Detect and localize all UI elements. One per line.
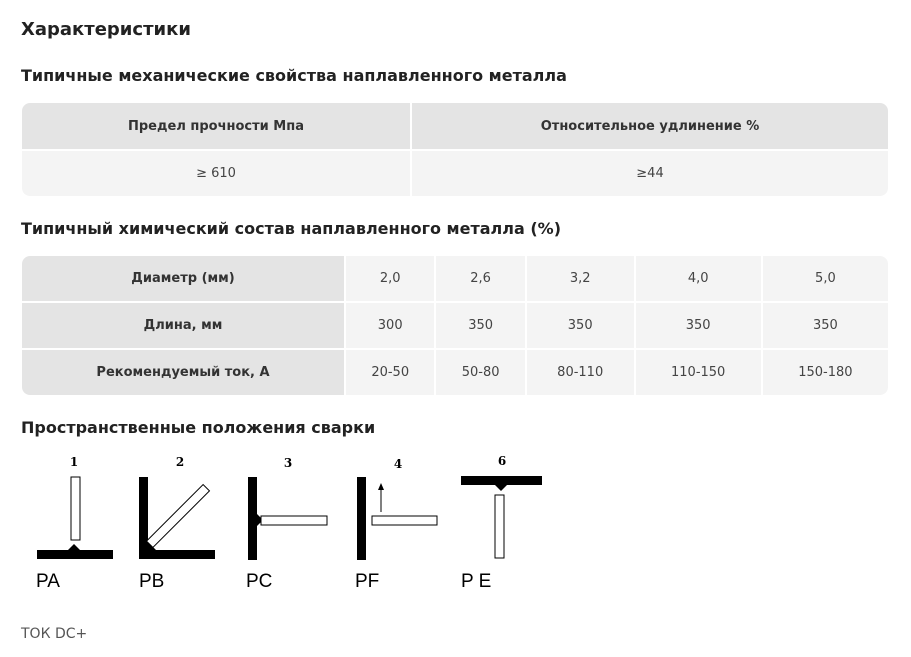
page-title: Характеристики — [21, 19, 191, 40]
table-row — [22, 151, 888, 196]
table-cell: 80-110 — [527, 350, 634, 395]
table-header-row — [22, 103, 888, 149]
table-cell: 350 — [527, 303, 634, 348]
position-code: PF — [355, 571, 380, 592]
table-cell: ≥44 — [412, 151, 888, 196]
table-cell: 3,2 — [527, 256, 634, 301]
arrow-up-icon — [378, 483, 384, 490]
position-pe-diagram — [461, 454, 542, 592]
table-cell: 2,6 — [436, 256, 524, 301]
table-row — [22, 303, 888, 348]
welding-positions-diagram — [30, 450, 570, 600]
row-label: Длина, мм — [22, 303, 344, 348]
table-cell: 300 — [346, 303, 434, 348]
positions-heading: Пространственные положения сварки — [21, 418, 376, 437]
table-cell: 20-50 — [346, 350, 434, 395]
table-row — [22, 350, 888, 395]
position-number: 4 — [393, 457, 403, 471]
position-code: P E — [461, 571, 492, 592]
table-cell: 110-150 — [636, 350, 761, 395]
column-header: Относительное удлинение % — [412, 103, 888, 149]
table-cell: 350 — [636, 303, 761, 348]
current-type: ТОК DC+ — [21, 626, 88, 642]
column-header: Предел прочности Мпа — [22, 103, 410, 149]
table-cell: ≥ 610 — [22, 151, 410, 196]
chem-heading: Типичный химический состав наплавленного металла (%) — [21, 219, 561, 238]
table-cell: 350 — [436, 303, 524, 348]
mech-heading: Типичные механические свойства наплавленного металла — [21, 66, 567, 85]
position-number: 2 — [175, 455, 185, 469]
position-number: 6 — [497, 454, 507, 468]
position-pc-diagram — [246, 456, 327, 592]
position-number: 3 — [283, 456, 293, 470]
row-label: Диаметр (мм) — [22, 256, 344, 301]
table-cell: 150-180 — [763, 350, 888, 395]
table-cell: 350 — [763, 303, 888, 348]
row-label: Рекомендуемый ток, А — [22, 350, 344, 395]
table-row — [22, 256, 888, 301]
mech-table — [20, 101, 890, 198]
chem-table — [20, 254, 890, 397]
position-code: PA — [36, 571, 60, 592]
position-number: 1 — [69, 455, 79, 469]
table-cell: 50-80 — [436, 350, 524, 395]
position-code: PC — [246, 571, 273, 592]
table-cell: 2,0 — [346, 256, 434, 301]
position-code: PB — [139, 571, 165, 592]
position-pb-diagram — [139, 455, 215, 592]
position-pa-diagram — [36, 455, 113, 592]
table-cell: 5,0 — [763, 256, 888, 301]
position-pf-diagram — [355, 457, 437, 592]
table-cell: 4,0 — [636, 256, 761, 301]
